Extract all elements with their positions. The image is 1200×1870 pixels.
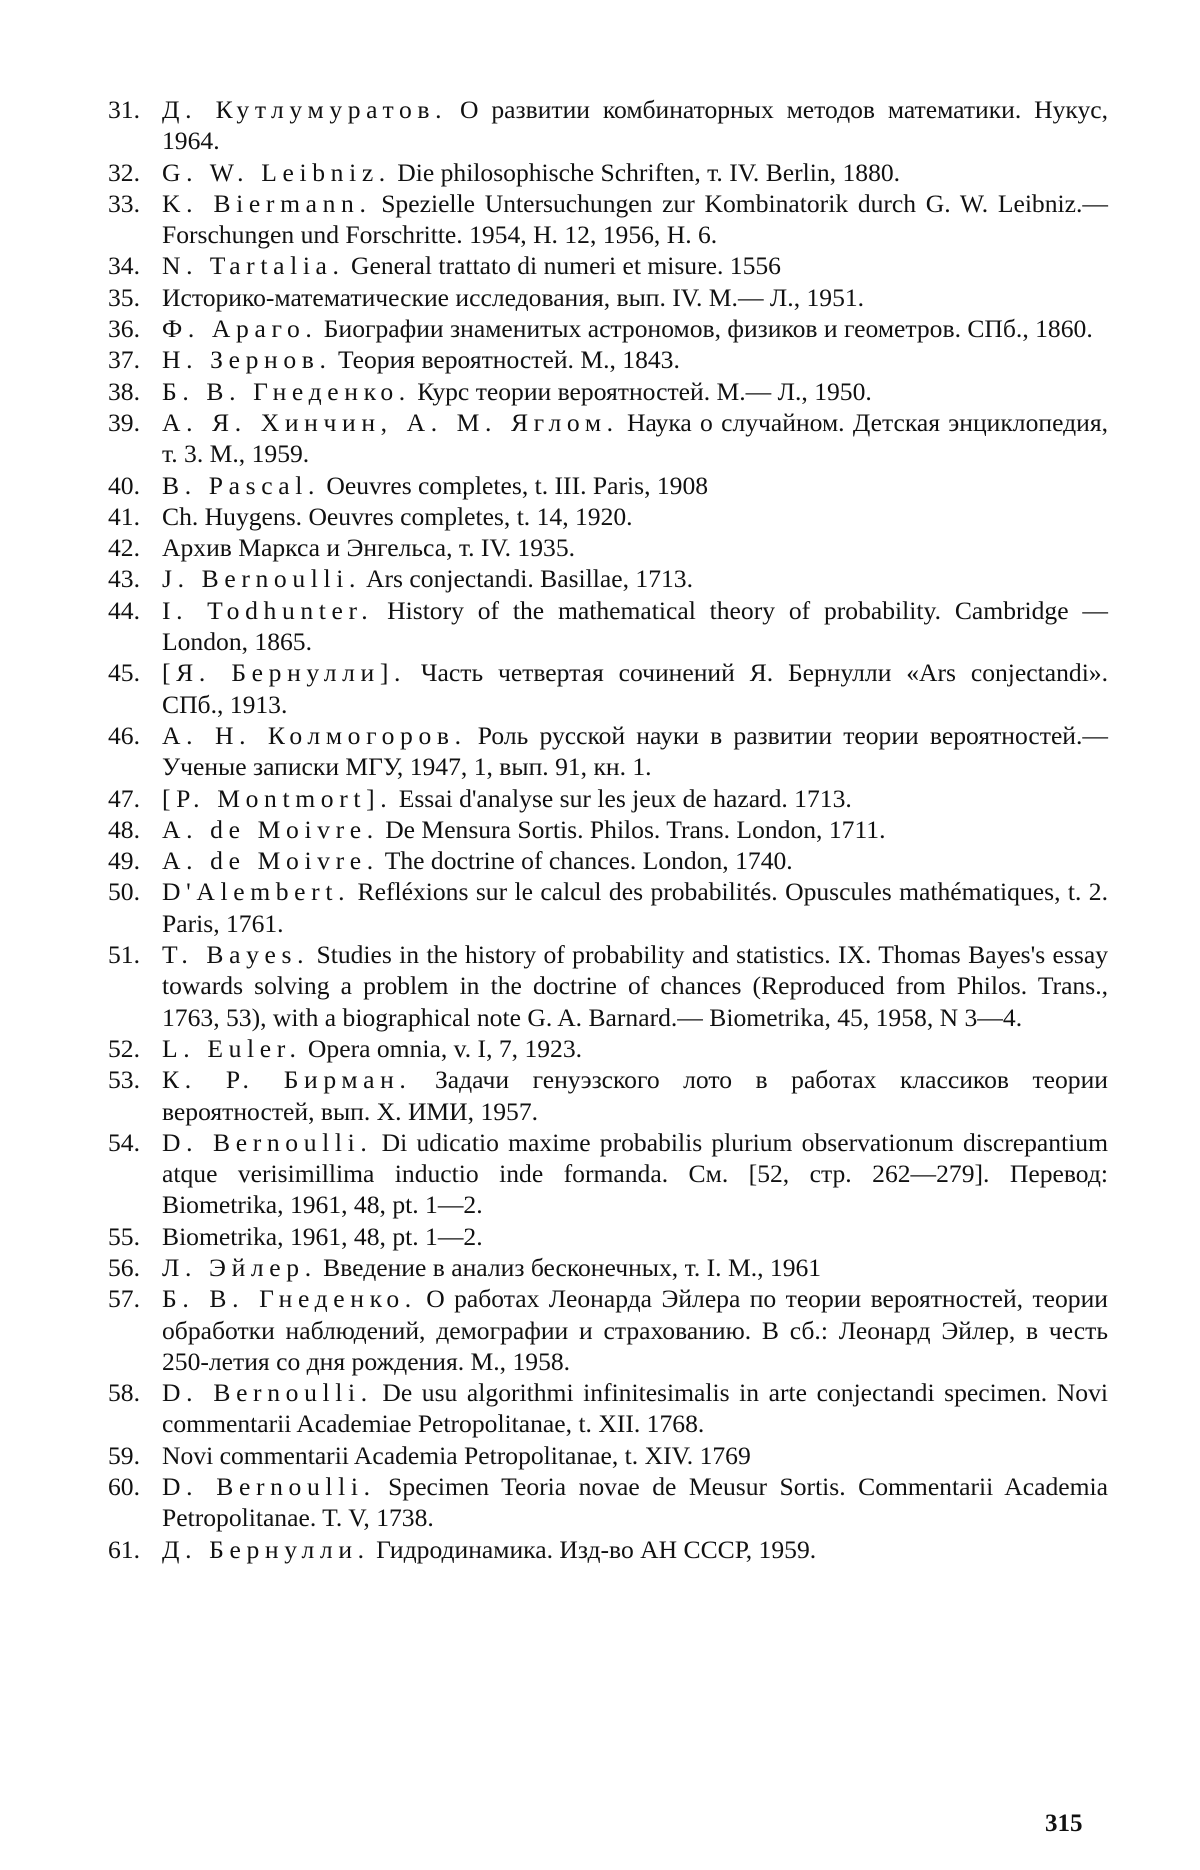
reference-number: 45.	[108, 658, 140, 688]
reference-item	[108, 563, 1108, 594]
reference-list	[108, 94, 1108, 1565]
reference-text: Biometrika, 1961, 48, pt. 1—2.	[162, 1221, 483, 1251]
reference-text: Теория вероятностей. М., 1843.	[331, 345, 680, 375]
reference-item	[108, 657, 1108, 720]
reference-number: 44.	[108, 595, 140, 625]
reference-number: 42.	[108, 533, 140, 563]
reference-number: 53.	[108, 1065, 140, 1095]
reference-item	[108, 1221, 1108, 1252]
reference-author: D'Alembert.	[162, 877, 351, 907]
reference-author: К. Р. Бирман.	[162, 1065, 412, 1095]
reference-text: О работах Леонарда Эйлера по теории вероятностей, теории обработки наблюдений, демографии и страхованию. В сб.: Леонард Эйлер, в честь 250-летия со дня рождения. М., 1958.	[162, 1284, 1108, 1376]
reference-author: Б. В. Гнеденко.	[162, 1284, 417, 1314]
reference-text: Часть четвертая сочинений Я. Бернулли «Ars conjectandi». СПб., 1913.	[162, 658, 1108, 719]
reference-text: Oeuvres completes, t. III. Paris, 1908	[319, 470, 709, 500]
reference-number: 60.	[108, 1472, 140, 1502]
reference-number: 57.	[108, 1284, 140, 1314]
reference-number: 56.	[108, 1252, 140, 1282]
reference-text: General trattato di numeri et misure. 1556	[344, 251, 781, 281]
reference-item	[108, 720, 1108, 783]
reference-author: Ф. Араго.	[162, 314, 318, 344]
reference-author: Б. В. Гнеденко.	[162, 376, 411, 406]
reference-number: 33.	[108, 188, 140, 218]
reference-text: Биографии знаменитых астрономов, физиков и геометров. СПб., 1860.	[317, 314, 1093, 344]
reference-author: Д. Кутлумуратов.	[162, 95, 448, 124]
reference-text: О развитии комбинаторных методов математики. Нукус, 1964.	[162, 95, 1109, 156]
reference-number: 46.	[108, 720, 140, 750]
reference-text: De Mensura Sortis. Philos. Trans. London, 1711.	[378, 814, 886, 844]
reference-author: А. Я. Хинчин, А. М. Яглом.	[162, 407, 619, 437]
reference-text: Архив Маркса и Энгельса, т. IV. 1935.	[162, 533, 576, 563]
reference-item	[108, 1127, 1108, 1221]
reference-author: B. Pascal.	[162, 470, 320, 500]
reference-item	[108, 470, 1108, 501]
reference-item	[108, 157, 1108, 188]
reference-item	[108, 250, 1108, 281]
reference-number: 37.	[108, 345, 140, 375]
reference-number: 43.	[108, 564, 140, 594]
reference-author: Л. Эйлер.	[162, 1252, 317, 1282]
reference-number: 40.	[108, 470, 140, 500]
reference-text: Наука о случайном. Детская энциклопедия, т. 3. М., 1959.	[162, 407, 1108, 469]
reference-number: 51.	[108, 940, 140, 970]
reference-text: Opera omnia, v. I, 7, 1923.	[301, 1033, 583, 1063]
reference-number: 36.	[108, 314, 140, 344]
reference-number: 55.	[108, 1221, 140, 1251]
reference-number: 61.	[108, 1534, 140, 1564]
reference-number: 47.	[108, 783, 140, 813]
reference-item	[108, 1064, 1108, 1127]
reference-item	[108, 814, 1108, 845]
reference-author: А. Н. Колмогоров.	[162, 720, 467, 750]
reference-number: 50.	[108, 877, 140, 907]
reference-text: Задачи генуэзского лото в работах классиков теории вероятностей, вып. X. ИМИ, 1957.	[162, 1065, 1108, 1126]
reference-number: 38.	[108, 376, 140, 406]
reference-text: Refléxions sur le calcul des probabilités. Opuscules mathématiques, t. 2. Paris, 1761.	[162, 877, 1108, 938]
reference-item	[108, 344, 1108, 375]
reference-item	[108, 1283, 1108, 1377]
reference-author: D. Bernoulli.	[162, 1127, 373, 1157]
reference-item	[108, 282, 1108, 313]
reference-number: 39.	[108, 407, 140, 437]
reference-text: Введение в анализ бесконечных, т. I. М., 1961	[316, 1252, 822, 1282]
reference-number: 59.	[108, 1440, 140, 1470]
reference-item	[108, 94, 1108, 157]
reference-author: A. de Moivre.	[162, 814, 379, 844]
reference-author: N. Tartalia.	[162, 251, 345, 281]
reference-text: Spezielle Untersuchungen zur Kombinatorik durch G. W. Leibniz.— Forschungen und Forschritte. 1954, H. 12, 1956, H. 6.	[162, 188, 1108, 250]
reference-text: Essai d'analyse sur les jeux de hazard. 1713.	[392, 783, 852, 813]
reference-number: 41.	[108, 501, 140, 531]
reference-number: 35.	[108, 282, 140, 312]
reference-text: Ch. Huygens. Oeuvres completes, t. 14, 1920.	[162, 501, 633, 531]
reference-item	[108, 876, 1108, 939]
reference-item	[108, 1440, 1108, 1471]
reference-text: Ars conjectandi. Basillae, 1713.	[361, 564, 693, 594]
reference-number: 48.	[108, 814, 140, 844]
reference-item	[108, 939, 1108, 1033]
reference-number: 52.	[108, 1033, 140, 1063]
reference-author: A. de Moivre.	[162, 846, 379, 876]
reference-item	[108, 1471, 1108, 1534]
reference-text: De usu algorithmi infinitesimalis in arte conjectandi specimen. Novi commentarii Academiae Petropolitanae, t. XII. 1768.	[162, 1378, 1108, 1439]
reference-item	[108, 407, 1108, 470]
reference-item	[108, 595, 1108, 658]
reference-author: I. Todhunter.	[162, 595, 374, 625]
reference-author: K. Biermann.	[162, 188, 372, 218]
reference-text: Di udicatio maxime probabilis plurium observationum discrepantium atque verisimillima inductio inde formanda. См. [52, стр. 262—279]. Перевод: Biometrika, 1961, 48, pt. 1—2.	[162, 1127, 1108, 1220]
reference-item	[108, 532, 1108, 563]
reference-number: 49.	[108, 846, 140, 876]
reference-item	[108, 845, 1108, 876]
reference-item	[108, 1252, 1108, 1283]
reference-author: D. Bernoulli.	[162, 1472, 376, 1502]
reference-text: Историко-математические исследования, вып. IV. М.— Л., 1951.	[162, 282, 865, 312]
reference-item	[108, 376, 1108, 407]
reference-number: 54.	[108, 1127, 140, 1157]
reference-item	[108, 783, 1108, 814]
reference-item	[108, 1377, 1108, 1440]
reference-author: J. Bernoulli.	[162, 564, 362, 594]
reference-text: Роль русской науки в развитии теории вероятностей.— Ученые записки МГУ, 1947, 1, вып. 91, кн. 1.	[162, 720, 1108, 782]
reference-item	[108, 1534, 1108, 1565]
reference-number: 58.	[108, 1378, 140, 1408]
reference-item	[108, 1033, 1108, 1064]
reference-author: T. Bayes.	[162, 940, 310, 970]
reference-text: Die philosophische Schriften, т. IV. Berlin, 1880.	[390, 157, 901, 187]
reference-text: History of the mathematical theory of probability. Cambridge — London, 1865.	[162, 595, 1108, 657]
reference-item	[108, 188, 1108, 251]
reference-author: Н. Зернов.	[162, 345, 332, 375]
reference-number: 32.	[108, 157, 140, 187]
reference-text: Гидродинамика. Изд-во АН СССР, 1959.	[369, 1534, 817, 1564]
reference-author: Д. Бернулли.	[162, 1534, 370, 1564]
reference-item	[108, 313, 1108, 344]
reference-text: Novi commentarii Academia Petropolitanae, t. XIV. 1769	[162, 1440, 751, 1470]
reference-author: L. Euler.	[162, 1033, 302, 1063]
reference-author: G. W. Leibniz.	[162, 157, 391, 187]
reference-author: D. Bernoulli.	[162, 1378, 373, 1408]
reference-text: Курс теории вероятностей. М.— Л., 1950.	[410, 376, 872, 406]
reference-number: 31.	[108, 95, 140, 124]
reference-author: [P. Montmort].	[162, 783, 393, 813]
reference-author: [Я. Бернулли].	[162, 658, 407, 688]
reference-text: Studies in the history of probability and statistics. IX. Thomas Bayes's essay towards solving a problem in the doctrine of chances (Reproduced from Philos. Trans., 1763, 53), with a biographical note G. A. Barnard.— Biometrika, 45, 1958, N 3—4.	[162, 940, 1108, 1032]
reference-number: 34.	[108, 251, 140, 281]
reference-text: Specimen Teoria novae de Meusur Sortis. Commentarii Academia Petropolitanae. T. V, 1738.	[162, 1472, 1108, 1533]
reference-text: The doctrine of chances. London, 1740.	[378, 846, 793, 876]
page-number: 315	[1045, 1810, 1083, 1837]
reference-item	[108, 501, 1108, 532]
